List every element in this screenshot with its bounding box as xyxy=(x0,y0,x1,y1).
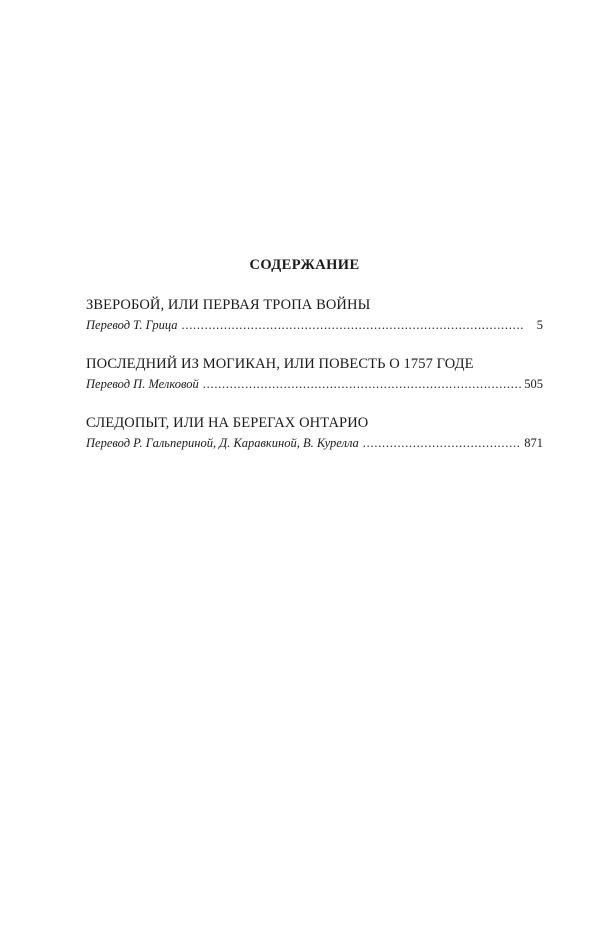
entry-title: ПОСЛЕДНИЙ ИЗ МОГИКАН, ИЛИ ПОВЕСТЬ О 1757 ГОДЕ xyxy=(86,356,474,372)
toc-entry-pathfinder xyxy=(86,414,543,452)
entry-translator: Перевод Р. Гальпериной, Д. Каравкиной, В. Курелла xyxy=(86,436,359,450)
entry-page-number: 505 xyxy=(524,377,543,391)
entry-title: СЛЕДОПЫТ, ИЛИ НА БЕРЕГАХ ОНТАРИО xyxy=(86,415,369,431)
dot-leader xyxy=(363,434,521,452)
entry-page-number: 5 xyxy=(536,318,543,332)
entry-translator: Перевод Т. Грица xyxy=(86,318,178,332)
toc-heading: СОДЕРЖАНИЕ xyxy=(249,257,360,273)
entry-translator: Перевод П. Мелковой xyxy=(86,377,199,391)
dot-leader xyxy=(203,375,521,393)
entry-page-number: 871 xyxy=(524,436,543,450)
entry-title: ЗВЕРОБОЙ, ИЛИ ПЕРВАЯ ТРОПА ВОЙНЫ xyxy=(86,297,371,313)
entry-translator-line xyxy=(86,316,543,334)
entry-translator-line xyxy=(86,375,543,393)
table-of-contents xyxy=(86,296,543,473)
dot-leader xyxy=(182,316,524,334)
toc-entry-deerslayer xyxy=(86,296,543,334)
entry-translator-line xyxy=(86,434,543,452)
toc-entry-last-of-the-mohicans xyxy=(86,355,543,393)
